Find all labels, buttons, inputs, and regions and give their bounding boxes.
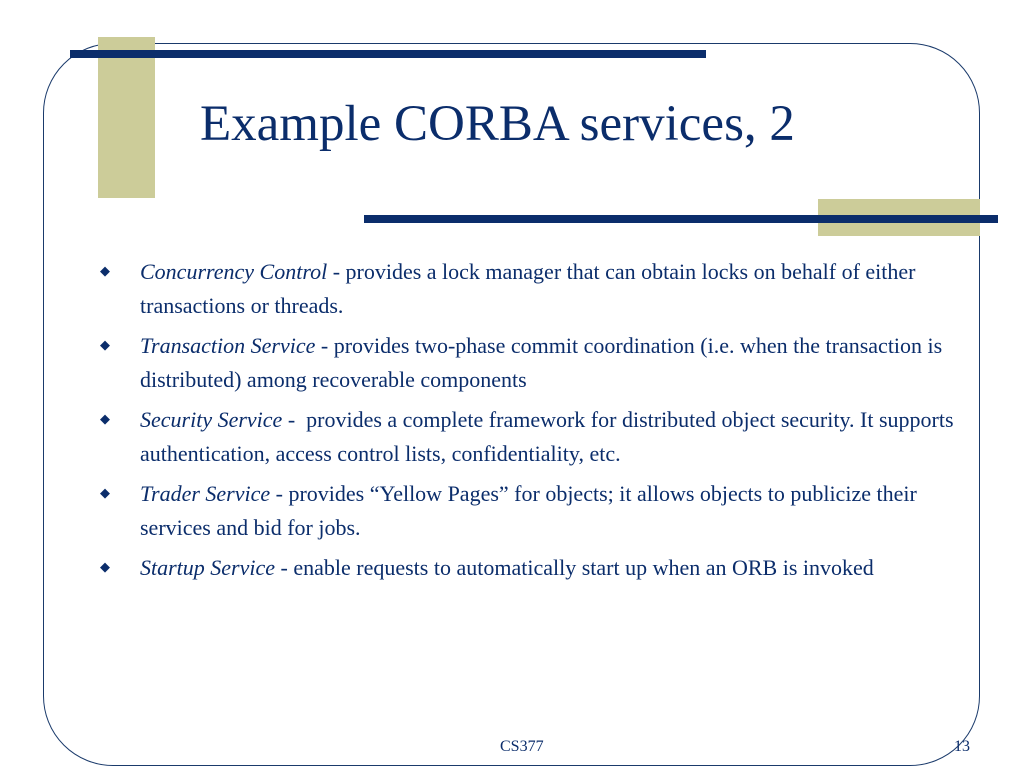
service-term: Startup Service — [140, 555, 276, 580]
service-description: - provides a complete framework for distributed object security. It supports authentication, access control lists, confidentiality, etc. — [140, 407, 960, 466]
list-item — [100, 403, 972, 471]
footer-page-number: 13 — [954, 738, 970, 755]
service-description: - provides a lock manager that can obtain locks on behalf of either transactions or threads. — [140, 259, 916, 318]
top-accent-bar — [70, 50, 706, 58]
diamond-bullet-icon: ◆ — [100, 486, 110, 501]
list-item — [100, 477, 972, 545]
slide-title: Example CORBA services, 2 — [200, 96, 795, 152]
diamond-bullet-icon: ◆ — [100, 338, 110, 353]
list-item — [100, 255, 972, 323]
diamond-bullet-icon: ◆ — [100, 412, 110, 427]
diamond-bullet-icon: ◆ — [100, 560, 110, 575]
service-description: - provides “Yellow Pages” for objects; it allows objects to publicize their services and bid for jobs. — [140, 481, 917, 540]
list-item — [100, 551, 972, 585]
diamond-bullet-icon: ◆ — [100, 264, 110, 279]
service-description: - provides two-phase commit coordination (i.e. when the transaction is distributed) among recoverable components — [140, 333, 943, 392]
service-term: Trader Service — [140, 481, 271, 506]
bullet-list — [100, 255, 972, 591]
footer-course-label: CS377 — [500, 738, 544, 755]
title-underline-bar — [364, 215, 998, 223]
top-left-accent-block — [98, 37, 155, 198]
service-term: Security Service — [140, 407, 283, 432]
service-term: Concurrency Control — [140, 259, 328, 284]
service-term: Transaction Service — [140, 333, 316, 358]
service-description: - enable requests to automatically start up when an ORB is invoked — [275, 555, 874, 580]
list-item — [100, 329, 972, 397]
